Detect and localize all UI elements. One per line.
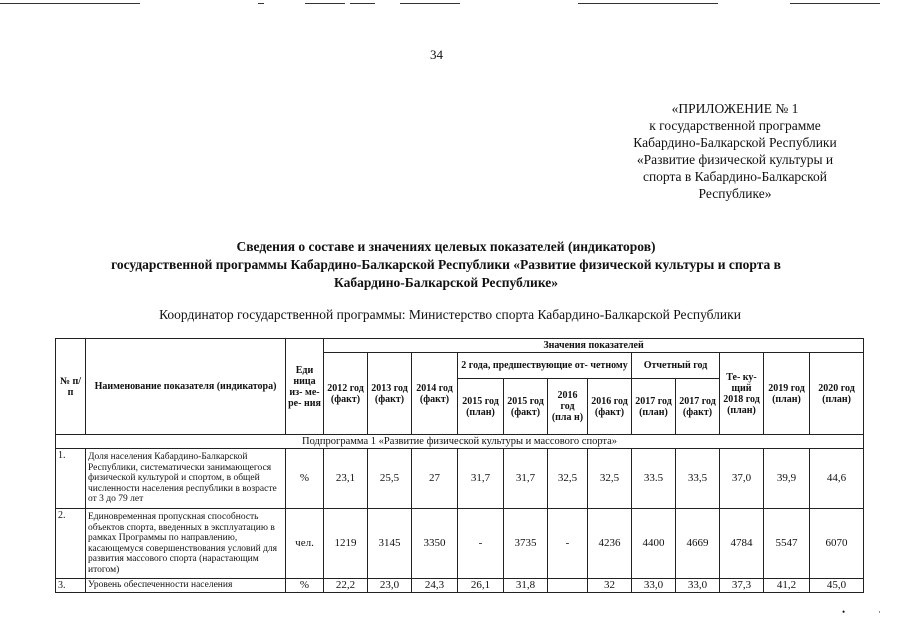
- row-name: Доля населения Кабардино-Балкарской Республики, систематически занимающегося физической культурой и спортом, в общей численности населения республики в возрасте от 3 до 79 лет: [86, 449, 286, 509]
- title-line: государственной программы Кабардино-Балкарской Республики «Развитие физической культуры и спорта в: [111, 257, 781, 272]
- document-title: [40, 238, 852, 292]
- header-2013: 2013 год (факт): [368, 353, 412, 435]
- row-value: 26,1: [458, 579, 504, 593]
- row-value: 6070: [810, 509, 864, 579]
- row-value: 25,5: [368, 449, 412, 509]
- table-row: [56, 449, 864, 509]
- appendix-line: «Развитие физической культуры и: [636, 152, 834, 167]
- header-2015-plan: 2015 год (план): [458, 379, 504, 435]
- header-2014: 2014 год (факт): [412, 353, 458, 435]
- title-line: Сведения о составе и значениях целевых показателей (индикаторов): [236, 239, 656, 254]
- row-num: 2.: [56, 509, 86, 579]
- row-value: 22,2: [324, 579, 368, 593]
- indicators-table: [55, 338, 864, 593]
- row-name: Уровень обеспеченности населения: [86, 579, 286, 593]
- row-value: 4400: [632, 509, 676, 579]
- row-value: 33.5: [632, 449, 676, 509]
- table-row: [56, 579, 864, 593]
- row-value: 39,9: [764, 449, 810, 509]
- row-num: 1.: [56, 449, 86, 509]
- scan-artifact-line: [400, 3, 460, 4]
- row-value: 4236: [588, 509, 632, 579]
- page-number: 34: [430, 47, 443, 62]
- appendix-line: к государственной программе: [649, 118, 821, 133]
- appendix-line: «ПРИЛОЖЕНИЕ № 1: [671, 101, 799, 116]
- header-2012: 2012 год (факт): [324, 353, 368, 435]
- appendix-line: Кабардино-Балкарской Республики: [633, 135, 837, 150]
- row-value: 32,5: [588, 449, 632, 509]
- appendix-line: спорта в Кабардино-Балкарской: [642, 169, 828, 184]
- row-unit: %: [286, 579, 324, 593]
- row-value: 1219: [324, 509, 368, 579]
- row-value: 32: [588, 579, 632, 593]
- row-unit: чел.: [286, 509, 324, 579]
- header-2020: 2020 год (план): [810, 353, 864, 435]
- header-2017-fact: 2017 год (факт): [676, 379, 720, 435]
- row-unit: %: [286, 449, 324, 509]
- row-value: 23,0: [368, 579, 412, 593]
- row-value: -: [458, 509, 504, 579]
- row-value: 3735: [504, 509, 548, 579]
- coordinator-line: Координатор государственной программы: Министерство спорта Кабардино-Балкарской Республики: [159, 307, 741, 322]
- header-2017-plan: 2017 год (план): [632, 379, 676, 435]
- row-value: 27: [412, 449, 458, 509]
- row-value: 31,7: [504, 449, 548, 509]
- row-value: 32,5: [548, 449, 588, 509]
- row-value: 33,5: [676, 449, 720, 509]
- row-value: -: [548, 509, 588, 579]
- scan-artifact-mark: •: [842, 607, 846, 617]
- header-2016-fact: 2016 год (факт): [588, 379, 632, 435]
- scan-artifact-mark: ·: [878, 607, 881, 617]
- scan-artifact-line: [0, 3, 140, 4]
- scan-artifact-line: [258, 3, 264, 4]
- table-row: [56, 509, 864, 579]
- row-value: 5547: [764, 509, 810, 579]
- header-num: № п/п: [56, 339, 86, 435]
- row-num: 3.: [56, 579, 86, 593]
- row-value: 41,2: [764, 579, 810, 593]
- header-unit: Еди ница из- ме- ре- ния: [286, 339, 324, 435]
- title-line: Кабардино-Балкарской Республике»: [333, 275, 559, 290]
- row-value: [548, 579, 588, 593]
- appendix-block: [600, 100, 870, 202]
- row-value: 44,6: [810, 449, 864, 509]
- row-value: 3350: [412, 509, 458, 579]
- header-name: Наименование показателя (индикатора): [86, 339, 286, 435]
- row-value: 37,3: [720, 579, 764, 593]
- row-value: 24,3: [412, 579, 458, 593]
- row-value: 33,0: [676, 579, 720, 593]
- header-values-group: Значения показателей: [324, 339, 864, 353]
- scan-artifact-line: [350, 3, 375, 4]
- subprogram-row: Подпрограмма 1 «Развитие физической культуры и массового спорта»: [56, 435, 864, 449]
- header-2015-fact: 2015 год (факт): [504, 379, 548, 435]
- row-value: 33,0: [632, 579, 676, 593]
- scan-artifact-line: [578, 3, 718, 4]
- header-2016-plan: 2016 год (пла н): [548, 379, 588, 435]
- appendix-line: Республике»: [698, 186, 772, 201]
- scan-artifact-line: [305, 3, 345, 4]
- row-value: 31,7: [458, 449, 504, 509]
- row-value: 3145: [368, 509, 412, 579]
- row-value: 23,1: [324, 449, 368, 509]
- header-current-2018: Те- ку- щий 2018 год (план): [720, 353, 764, 435]
- row-value: 4669: [676, 509, 720, 579]
- header-reporting-year: Отчетный год: [632, 353, 720, 379]
- scan-artifact-line: [790, 3, 880, 4]
- header-2019: 2019 год (план): [764, 353, 810, 435]
- row-value: 31,8: [504, 579, 548, 593]
- header-two-years: 2 года, предшествующие от- четному: [458, 353, 632, 379]
- row-value: 45,0: [810, 579, 864, 593]
- row-value: 37,0: [720, 449, 764, 509]
- row-value: 4784: [720, 509, 764, 579]
- row-name: Единовременная пропускная способность объектов спорта, введенных в эксплуатацию в рамках Программы по направлению, касающемуся совершенствования условий для развития массового спорта (нарастающим итогом): [86, 509, 286, 579]
